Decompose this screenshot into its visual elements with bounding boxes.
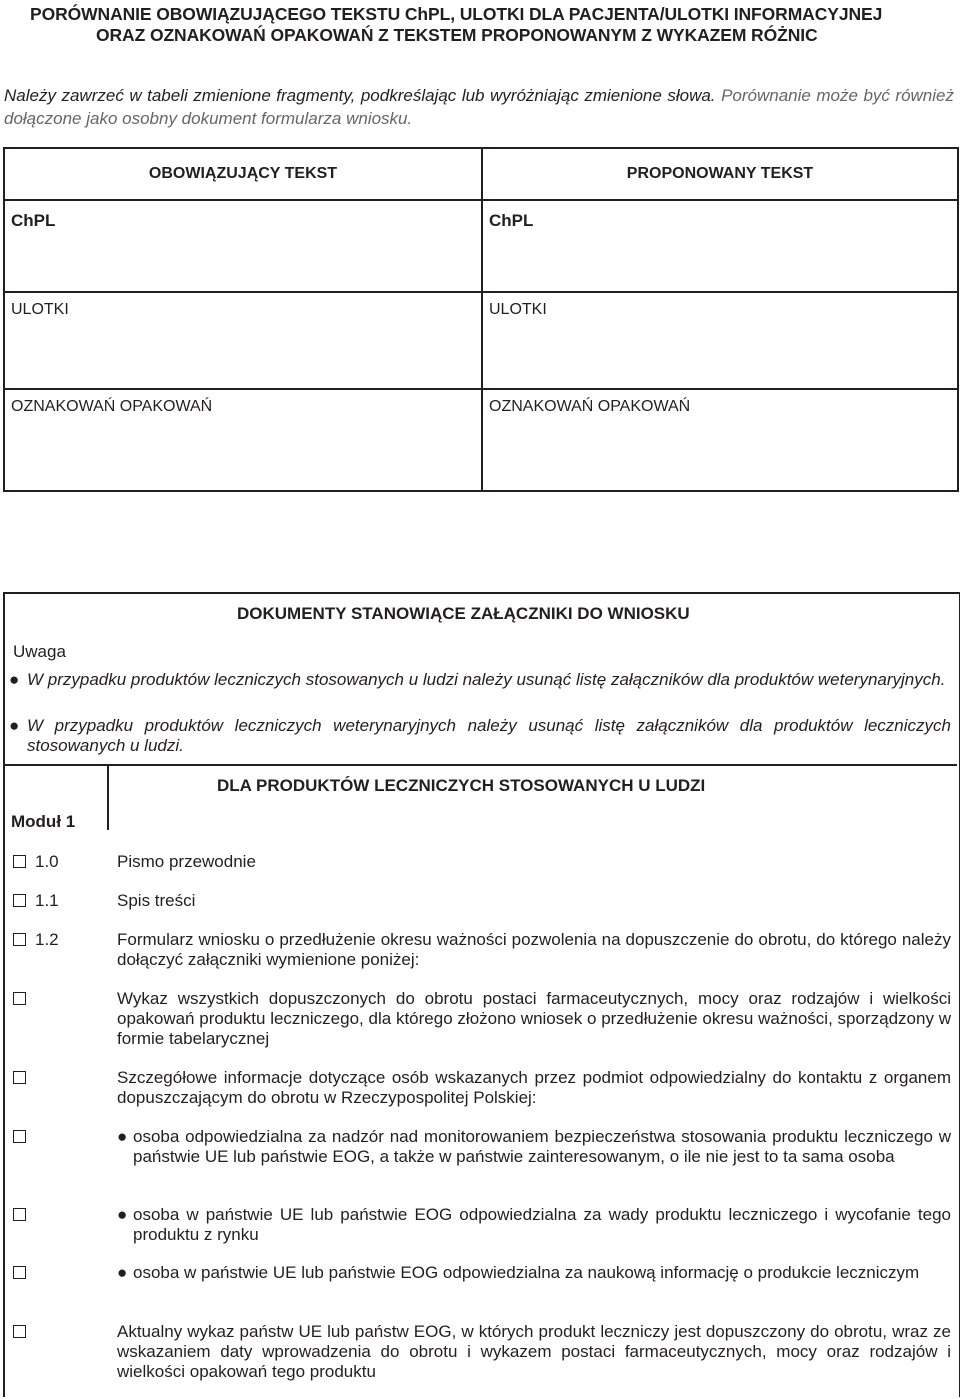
item-text: osoba w państwie UE lub państwie EOG odpowiedzialna za wady produktu leczniczego i wycofanie tego produktu z rynku — [133, 1205, 951, 1244]
current-labelling-cell[interactable] — [4, 389, 482, 491]
bullet-icon: ● — [9, 670, 20, 689]
checkbox-countries-list[interactable] — [13, 1325, 26, 1338]
note-text: W przypadku produktów leczniczych stosowanych u ludzi należy usunąć listę załączników dla produktów weterynaryjnych. — [27, 670, 946, 689]
attachments-section — [3, 592, 960, 1397]
title-line-2: ORAZ OZNAKOWAŃ OPAKOWAŃ Z TEKSTEM PROPONOWANYM Z WYKAZEM RÓŻNIC — [96, 25, 818, 45]
attachments-title: DOKUMENTY STANOWIĄCE ZAŁĄCZNIKI DO WNIOSKU — [237, 604, 690, 623]
proposed-leaflet-cell[interactable] — [482, 292, 958, 389]
note-text: W przypadku produktów leczniczych weterynaryjnych należy usunąć listę załączników dla produktów leczniczych stosowanych u ludzi. — [27, 716, 951, 755]
item-text: Pismo przewodnie — [117, 852, 256, 871]
item-text: osoba w państwie UE lub państwie EOG odpowiedzialna za naukową informację o produkcie leczniczym — [133, 1263, 920, 1282]
checkbox-defects-person[interactable] — [13, 1208, 26, 1221]
bullet-icon: ● — [117, 1263, 128, 1282]
section-title: DLA PRODUKTÓW LECZNICZYCH STOSOWANYCH U LUDZI — [217, 776, 706, 795]
current-text-header: OBOWIĄZUJĄCY TEKST — [4, 148, 482, 200]
table-row — [4, 200, 958, 292]
module-label: Moduł 1 — [11, 812, 76, 831]
note-item — [9, 716, 951, 756]
proposed-leaflet-label: ULOTKI — [489, 301, 547, 318]
item-number: 1.0 — [35, 852, 59, 871]
intro-instruction: Należy zawrzeć w tabeli zmienione fragmenty, podkreślając lub wyróżniając zmienione słowa. — [4, 86, 716, 105]
item-text: Aktualny wykaz państw UE lub państw EOG, w których produkt leczniczy jest dopuszczony do obrotu, wraz ze wskazaniem daty wprowadzenia do obrotu i wykazem postaci farmaceutycznych, mocy oraz rodzajów i wielkości opakowań tego produktu — [117, 1322, 951, 1381]
checkbox-contact-persons[interactable] — [13, 1071, 26, 1084]
item-text: Formularz wniosku o przedłużenie okresu ważności pozwolenia na dopuszczenie do obrotu, do którego należy dołączyć załączniki wymienione poniżej: — [117, 930, 951, 969]
proposed-labelling-label: OZNAKOWAŃ OPAKOWAŃ — [489, 398, 691, 415]
bullet-icon: ● — [9, 716, 20, 735]
current-chpl-cell[interactable] — [4, 200, 482, 292]
item-number: 1.1 — [35, 891, 59, 910]
item-text: Spis treści — [117, 891, 196, 910]
title-line-1: PORÓWNANIE OBOWIĄZUJĄCEGO TEKSTU ChPL, ULOTKI DLA PACJENTA/ULOTKI INFORMACYJNEJ — [30, 4, 883, 24]
current-leaflet-cell[interactable] — [4, 292, 482, 389]
item-text: Szczegółowe informacje dotyczące osób wskazanych przez podmiot odpowiedzialny do kontaktu z organem dopuszczającym do obrotu w Rzeczypospolitej Polskiej: — [117, 1068, 951, 1107]
proposed-chpl-cell[interactable] — [482, 200, 958, 292]
proposed-chpl-label: ChPL — [489, 211, 534, 230]
human-products-section — [5, 764, 957, 1399]
note-label: Uwaga — [13, 642, 66, 661]
checkbox-scientific-info-person[interactable] — [13, 1266, 26, 1279]
table-row — [4, 292, 958, 389]
intro-note: Porównanie może być również dołączone jako osobny dokument formularza wniosku. — [4, 86, 954, 128]
intro-text — [4, 84, 954, 130]
current-leaflet-label: ULOTKI — [11, 301, 69, 318]
checkbox-1-2[interactable] — [13, 933, 26, 946]
proposed-text-header: PROPONOWANY TEKST — [482, 148, 958, 200]
table-row — [4, 389, 958, 491]
page-title — [30, 4, 930, 46]
current-labelling-label: OZNAKOWAŃ OPAKOWAŃ — [11, 398, 213, 415]
note-item — [9, 670, 951, 690]
checkbox-pharmacovigilance-person[interactable] — [13, 1130, 26, 1143]
item-text: Wykaz wszystkich dopuszczonych do obrotu postaci farmaceutycznych, mocy oraz rodzajów i wielkości opakowań produktu leczniczego, dla którego złożono wniosek o przedłużenie okresu ważności, sporządzony w formie tabelarycznej — [117, 989, 951, 1048]
checkbox-forms-list[interactable] — [13, 992, 26, 1005]
item-text: osoba odpowiedzialna za nadzór nad monitorowaniem bezpieczeństwa stosowania produktu leczniczego w państwie UE lub państwie EOG, a także w państwie zainteresowanym, o ile nie jest to ta sama osoba — [133, 1127, 951, 1166]
proposed-labelling-cell[interactable] — [482, 389, 958, 491]
column-divider — [107, 766, 109, 830]
comparison-header-row — [4, 148, 958, 200]
bullet-icon: ● — [117, 1205, 128, 1224]
checkbox-1-0[interactable] — [13, 855, 26, 868]
current-chpl-label: ChPL — [11, 211, 56, 230]
comparison-table — [3, 147, 959, 492]
item-number: 1.2 — [35, 930, 59, 949]
bullet-icon: ● — [117, 1127, 128, 1146]
checkbox-1-1[interactable] — [13, 894, 26, 907]
